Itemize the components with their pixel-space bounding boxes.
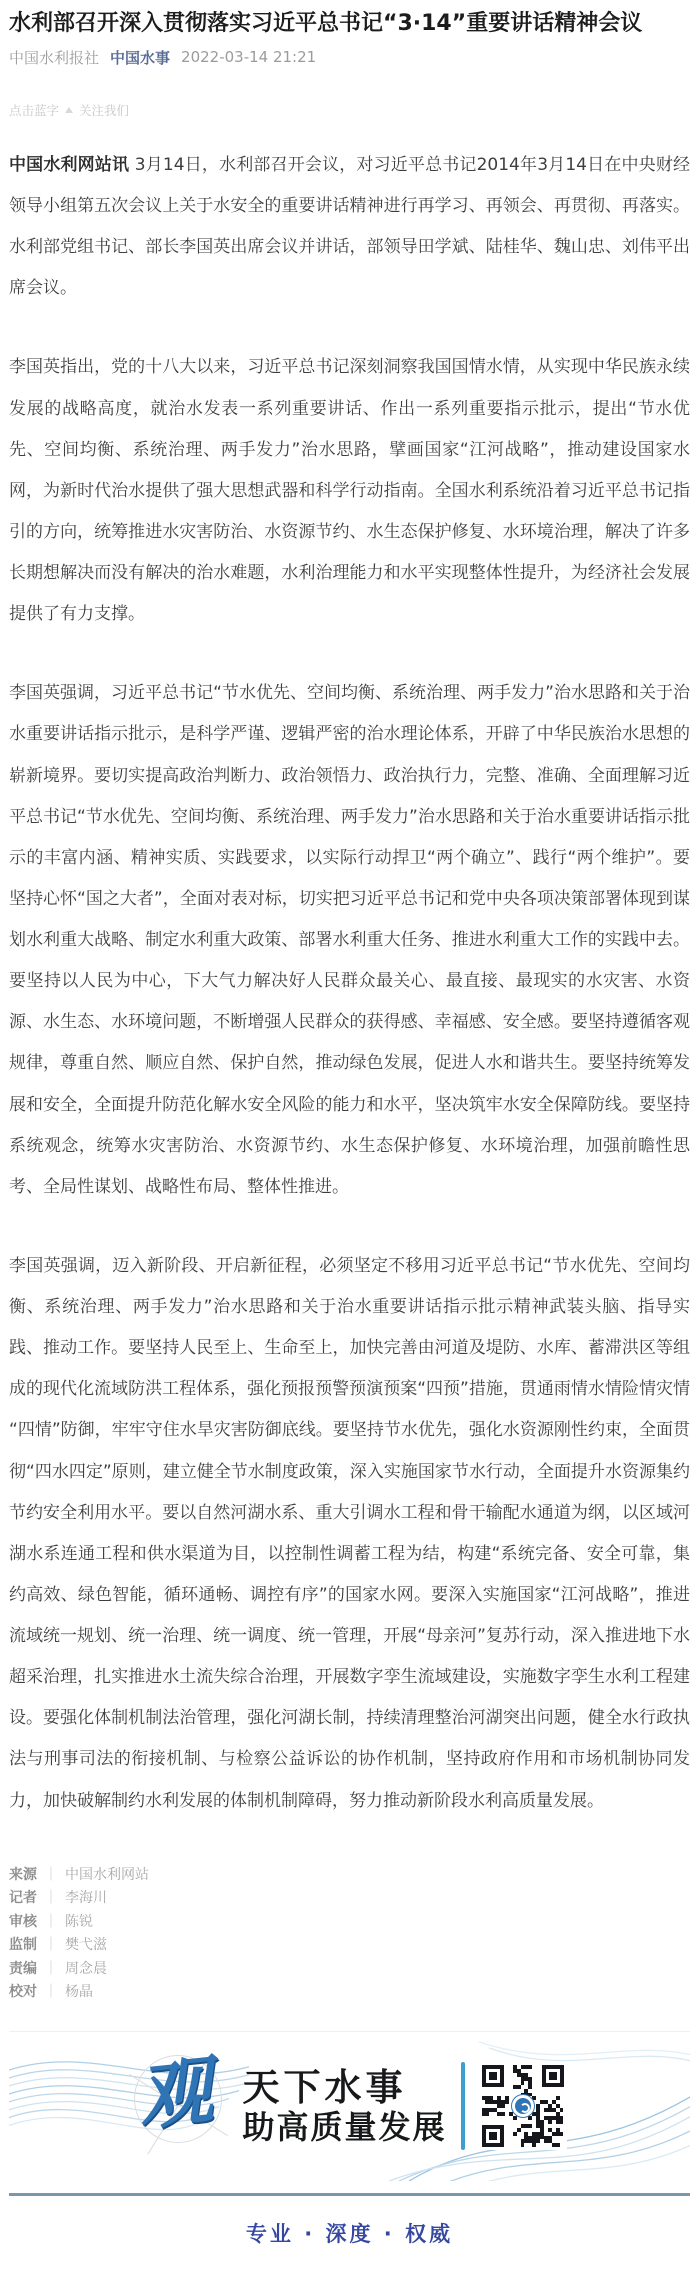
qr-code <box>479 2062 567 2150</box>
credit-separator: ｜ <box>44 1866 58 1883</box>
footer-divider <box>9 2193 690 2196</box>
qr-finder-icon <box>482 2125 504 2147</box>
follow-hint-right: 关注我们 <box>79 102 130 118</box>
brand-banner-image <box>9 2031 690 2181</box>
credit-value: 杨晶 <box>65 1984 93 2001</box>
credit-row-editor <box>9 1958 690 1982</box>
credit-row-source <box>9 1864 690 1888</box>
credits-block <box>9 1864 690 2005</box>
credit-row-supervisor <box>9 1934 690 1958</box>
credit-value: 周念晨 <box>65 1960 107 1977</box>
publish-timestamp: 2022-03-14 21:21 <box>181 48 317 67</box>
credit-separator: ｜ <box>44 1984 58 2001</box>
credit-label: 来源 <box>9 1866 37 1883</box>
paragraph-1-text: 3月14日，水利部召开会议，对习近平总书记2014年3月14日在中央财经领导小组第五次会议上关于水安全的重要讲话精神进行再学习、再领会、再贯彻、再落实。水利部党组书记、部长李国英出席会议并讲话，部领导田学斌、陆桂华、魏山忠、刘伟平出席会议。 <box>9 154 691 299</box>
footer-slogan: 专业 · 深度 · 权威 <box>245 2221 454 2246</box>
paragraph-2: 李国英指出，党的十八大以来，习近平总书记深刻洞察我国国情水情，从实现中华民族永续发展的战略高度，就治水发表一系列重要讲话、作出一系列重要指示批示，提出“节水优先、空间均衡、系统治理、两手发力”治水思路，擘画国家“江河战略”，推动建设国家水网，为新时代治水提供了强大思想武器和科学行动指南。全国水利系统沿着习近平总书记指引的方向，统筹推进水灾害防治、水资源节约、水生态保护修复、水环境治理，解决了许多长期想解决而没有解决的治水难题，水利治理能力和水平实现整体性提升，为经济社会发展提供了有力支撑。 <box>9 357 690 625</box>
credit-row-reviewer <box>9 1911 690 1935</box>
guan-seal <box>132 2047 228 2161</box>
paragraph-1 <box>9 145 690 310</box>
credit-row-proofreader <box>9 1981 690 2005</box>
divider-bar <box>461 2062 465 2150</box>
credit-label: 校对 <box>9 1984 37 2001</box>
source-org: 中国水利报社 <box>9 48 100 67</box>
paragraph-3: 李国英强调，习近平总书记“节水优先、空间均衡、系统治理、两手发力”治水思路和关于治水重要讲话指示批示，是科学严谨、逻辑严密的治水理论体系，开辟了中华民族治水思想的崭新境界。要切实提高政治判断力、政治领悟力、政治执行力，完整、准确、全面理解习近平总书记“节水优先、空间均衡、系统治理、两手发力”治水思路和关于治水重要讲话指示批示的丰富内涵、精神实质、实践要求，以实际行动捍卫“两个确立”、践行“两个维护”。要坚持心怀“国之大者”，全面对表对标，切实把习近平总书记和党中央各项决策部署体现到谋划水利重大战略、制定水利重大政策、部署水利重大任务、推进水利重大工作的实践中去。要坚持以人民为中心，下大气力解决好人民群众最关心、最直接、最现实的水灾害、水资源、水生态、水环境问题，不断增强人民群众的获得感、幸福感、安全感。要坚持遵循客观规律，尊重自然、顺应自然、保护自然，推动绿色发展，促进人水和谐共生。要坚持统筹发展和安全，全面提升防范化解水安全风险的能力和水平，坚决筑牢水安全保障防线。要坚持系统观念，统筹水灾害防治、水资源节约、水生态保护修复、水环境治理，加强前瞻性思考、全局性谋划、战略性布局、整体性推进。 <box>9 683 690 1197</box>
article-body <box>9 145 690 1822</box>
credit-separator: ｜ <box>44 1937 58 1954</box>
credit-label: 记者 <box>9 1890 37 1907</box>
credit-label: 责编 <box>9 1960 37 1977</box>
qr-finder-icon <box>542 2065 564 2087</box>
guan-character: 观 <box>134 2047 217 2141</box>
credit-value: 李海川 <box>65 1890 107 1907</box>
banner-content <box>9 2032 690 2181</box>
credit-value: 樊弋滋 <box>65 1937 107 1954</box>
lead-label: 中国水利网站讯 <box>9 154 130 175</box>
credit-separator: ｜ <box>44 1960 58 1977</box>
banner-slogan-line2: 助高质量发展 <box>242 2108 447 2147</box>
banner-slogan-line1: 天下水事 <box>242 2064 407 2109</box>
credit-label: 监制 <box>9 1937 37 1954</box>
banner-slogan <box>242 2066 446 2147</box>
credit-label: 审核 <box>9 1913 37 1930</box>
credit-separator: ｜ <box>44 1913 58 1930</box>
qr-center-logo-icon <box>512 2095 534 2117</box>
qr-finder-icon <box>482 2065 504 2087</box>
credit-separator: ｜ <box>44 1890 58 1907</box>
account-link[interactable]: 中国水事 <box>110 48 171 67</box>
triangle-icon <box>65 107 73 113</box>
credit-row-reporter <box>9 1887 690 1911</box>
credit-value: 陈锐 <box>65 1913 93 1930</box>
credit-value: 中国水利网站 <box>65 1866 149 1883</box>
byline <box>9 47 690 68</box>
follow-banner[interactable] <box>9 101 690 119</box>
paragraph-4: 李国英强调，迈入新阶段、开启新征程，必须坚定不移用习近平总书记“节水优先、空间均衡、系统治理、两手发力”治水思路和关于治水重要讲话指示批示精神武装头脑、指导实践、推动工作。要坚持人民至上、生命至上，加快完善由河道及堤防、水库、蓄滞洪区等组成的现代化流域防洪工程体系，强化预报预警预演预案“四预”措施，贯通雨情水情险情灾情“四情”防御，牢牢守住水旱灾害防御底线。要坚持节水优先，强化水资源刚性约束，全面贯彻“四水四定”原则，建立健全节水制度政策，深入实施国家节水行动，全面提升水资源集约节约安全利用水平。要以自然河湖水系、重大引调水工程和骨干输配水通道为纲，以区域河湖水系连通工程和供水渠道为目，以控制性调蓄工程为结，构建“系统完备、安全可靠，集约高效、绿色智能，循环通畅、调控有序”的国家水网。要深入实施国家“江河战略”，推进流域统一规划、统一治理、统一调度、统一管理，开展“母亲河”复苏行动，深入推进地下水超采治理，扎实推进水土流失综合治理，开展数字孪生流域建设，实施数字孪生水利工程建设。要强化体制机制法治管理，强化河湖长制，持续清理整治河湖突出问题，健全水行政执法与刑事司法的衔接机制、与检察公益诉讼的协作机制，坚持政府作用和市场机制协同发力，加快破解制约水利发展的体制机制障碍，努力推动新阶段水利高质量发展。 <box>9 1255 690 1811</box>
follow-hint-left: 点击蓝字 <box>9 102 60 118</box>
page-title: 水利部召开深入贯彻落实习近平总书记“3·14”重要讲话精神会议 <box>9 11 643 36</box>
